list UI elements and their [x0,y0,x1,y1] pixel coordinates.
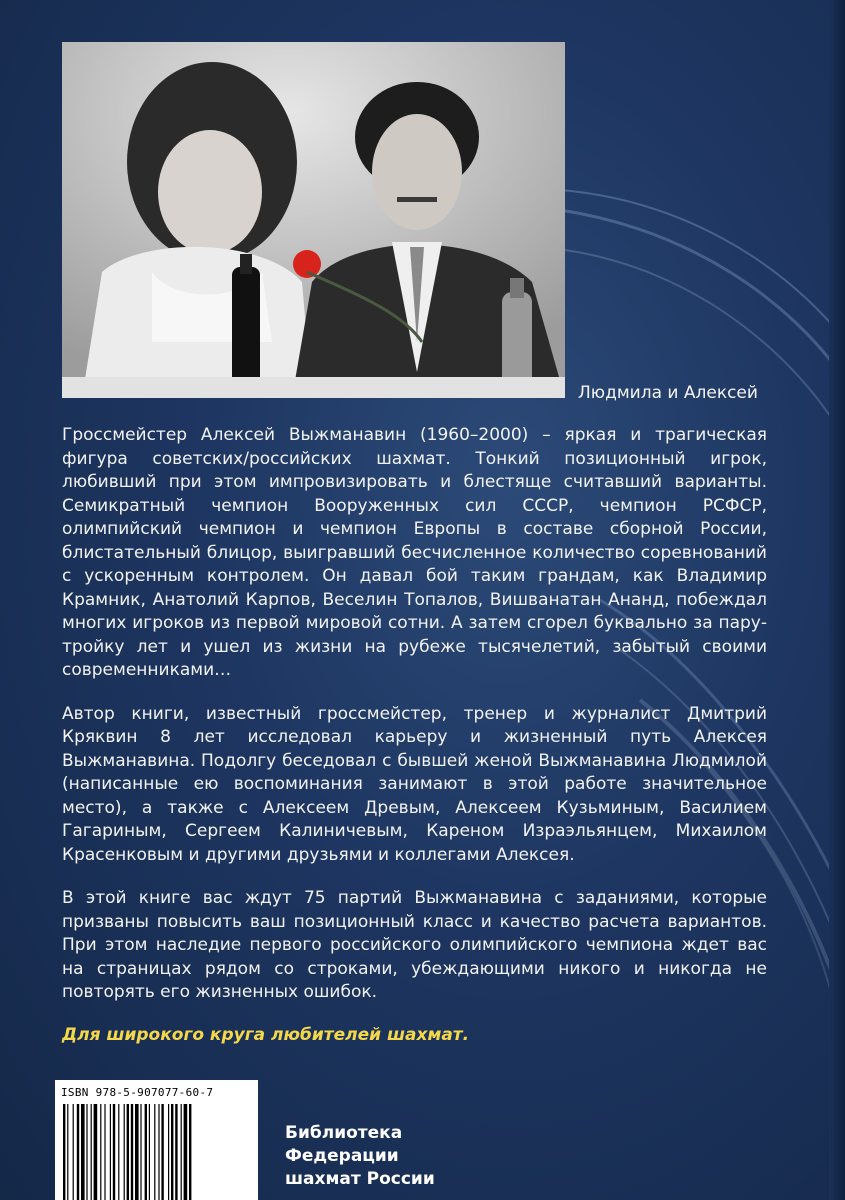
audience-tagline: Для широкого круга любителей шахмат. [62,1025,470,1045]
barcode-bars [63,1104,251,1200]
description-paragraph-1: Гроссмейстер Алексей Выжманавин (1960–2000) – яркая и трагическая фигура советских/российских шахмат. Тонкий позиционный игрок, любивший при этом импровизировать и блестяще считавший варианты. Семикратный чемпион Вооруженных сил СССР, чемпион РСФСР, олимпийский чемпион и чемпион Европы в составе сборной России, блистательный блицор, выигравший бесчисленное количество соревнований с ускоренным контролем. Он давал бой таким грандам, как Владимир Крамник, Анатолий Карпов, Веселин Топалов, Вишванатан Ананд, побеждал многих игроков из первой мировой сотни. А затем сгорел буквально за пару-тройку лет и ушел из жизни на рубеже тысячелетий, забытый своими современниками… [62,425,767,680]
isbn-number: ISBN 978-5-907077-60-7 [61,1086,214,1099]
publisher-line-3: шахмат России [285,1169,435,1189]
publisher-line-2: Федерации [285,1146,399,1166]
description-paragraph-3: В этой книге вас ждут 75 партий Выжманавина с заданиями, которые призваны повысить ваш позиционный класс и качество расчета вариантов. При этом наследие первого российского олимпийского чемпиона ждет вас на страницах рядом со строками, убеждающими никого и никогда не повторять его жизненных ошибок. [62,888,767,1002]
description-paragraph-2: Автор книги, известный гроссмейстер, тренер и журналист Дмитрий Кряквин 8 лет исследовал карьеру и жизненный путь Алексея Выжманавина. Подолгу беседовал с бывшей женой Выжманавина Людмилой (написанные ею воспоминания занимают в этой работе значительное место), а также с Алексеем Древым, Алексеем Кузьминым, Василием Гагариным, Сергеем Калиничевым, Кареном Израэльянцем, Михаилом Красенковым и другими друзьями и коллегами Алексея. [62,703,767,865]
cover-edge [829,0,845,1200]
photo-ludmila-and-aleksey [62,42,565,398]
publisher-line-1: Библиотека [285,1123,403,1143]
photo-caption: Людмила и Алексей [578,383,758,403]
publisher-series [285,1122,435,1191]
book-description [62,424,767,1025]
isbn-barcode [55,1080,258,1200]
